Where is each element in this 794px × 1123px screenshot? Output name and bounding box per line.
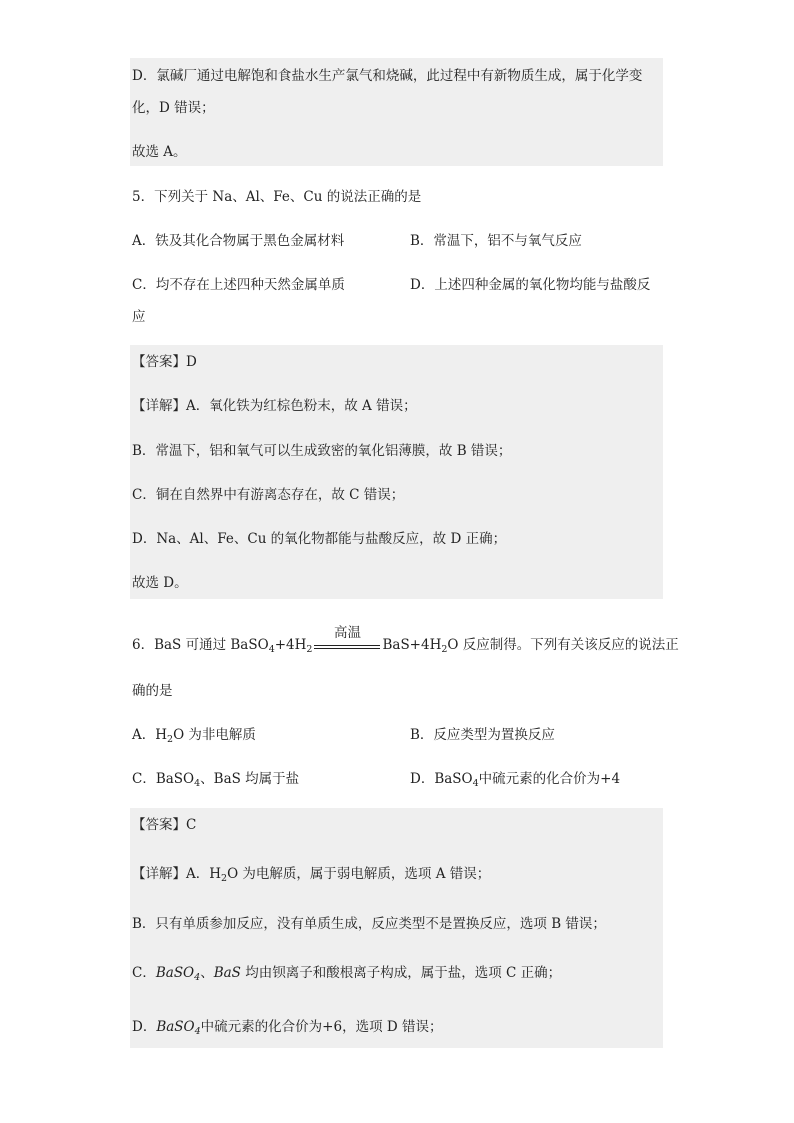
- subscript: 4: [472, 778, 479, 789]
- subscript: 2: [221, 873, 228, 884]
- reaction-condition: 高温: [333, 625, 361, 641]
- q6-explanation-a-pre: 【详解】A．: [132, 866, 210, 882]
- q4-option-d-line1: D．氯碱厂通过电解饱和食盐水生产氯气和烧碱，此过程中有新物质生成，属于化学变: [132, 68, 643, 84]
- q5-explanation-c: C．铜在自然界中有游离态存在，故 C 错误；: [132, 487, 405, 503]
- q6-option-c: [132, 769, 299, 794]
- q6-explanation-c: [132, 963, 561, 988]
- q5-option-d: D．上述四种金属的氧化物均能与盐酸反: [410, 277, 651, 293]
- subscript: 4: [194, 972, 201, 983]
- q6-stem-post1: BaS+4H: [382, 637, 442, 653]
- q5-conclusion: 故选 D。: [132, 575, 188, 591]
- q6-option-b: B．反应类型为置换反应: [410, 727, 555, 743]
- q6-option-a: [132, 725, 256, 750]
- q5-explanation-b: B．常温下，铝和氧气可以生成致密的氧化铝薄膜，故 B 错误；: [132, 443, 512, 459]
- q5-answer: 【答案】D: [132, 354, 197, 370]
- q6-answer: 【答案】C: [132, 817, 197, 833]
- q5-explanation-d: D．Na、Al、Fe、Cu 的氧化物都能与盐酸反应，故 D 正确；: [132, 531, 507, 547]
- q6-stem-line2: 确的是: [132, 683, 173, 699]
- q6-option-d: [410, 769, 620, 794]
- q6-explanation-a-post: O 为电解质，属于弱电解质，选项 A 错误；: [227, 866, 491, 882]
- q6-option-c-post: 、BaS 均属于盐: [200, 771, 300, 787]
- equals-bar-bottom: [314, 648, 380, 649]
- q6-explanation-d-pre: D．: [132, 1019, 157, 1035]
- q5-explanation-bg: [130, 345, 663, 599]
- q6-option-c-pre: C．BaSO: [132, 771, 195, 787]
- subscript: 2: [306, 644, 313, 655]
- q4-conclusion: 故选 A。: [132, 144, 187, 160]
- q5-option-b: B．常温下，铝不与氧气反应: [410, 233, 582, 249]
- q4-option-d-line2: 化，D 错误；: [132, 100, 215, 116]
- subscript: 4: [194, 1026, 201, 1037]
- q6-stem-post2: O 反应制得。下列有关该反应的说法正: [447, 637, 679, 653]
- q6-option-d-post: 中硫元素的化合价为+4: [478, 771, 621, 787]
- formula-bas: BaS: [213, 965, 241, 981]
- q6-explanation-b: B．只有单质参加反应，没有单质生成，反应类型不是置换反应，选项 B 错误；: [132, 916, 606, 932]
- separator: 、: [200, 965, 214, 981]
- reaction-condition-arrow: [312, 625, 382, 655]
- q5-option-d-cont: 应: [132, 309, 146, 325]
- q6-stem-pre: 6．BaS 可通过 BaSO: [132, 637, 269, 653]
- q6-stem-mid: +4H: [274, 637, 307, 653]
- q5-stem: 5．下列关于 Na、Al、Fe、Cu 的说法正确的是: [132, 189, 422, 205]
- q5-explanation-a: 【详解】A．氧化铁为红棕色粉末，故 A 错误；: [132, 398, 417, 414]
- q6-option-a-post: O 为非电解质: [173, 727, 256, 743]
- formula-baso: BaSO: [156, 1019, 195, 1035]
- q6-stem: [132, 625, 679, 660]
- equals-bar-top: [314, 645, 380, 646]
- q6-option-a-pre: A．H: [132, 727, 168, 743]
- subscript: 4: [194, 778, 201, 789]
- q6-explanation-a: [132, 864, 490, 889]
- q5-option-c: C．均不存在上述四种天然金属单质: [132, 277, 345, 293]
- subscript: 2: [167, 734, 174, 745]
- subscript: 2: [441, 644, 448, 655]
- subscript: 4: [268, 644, 275, 655]
- formula-h: H: [209, 866, 222, 882]
- formula-baso: BaSO: [155, 965, 195, 981]
- q6-option-d-pre: D．BaSO: [410, 771, 473, 787]
- q5-option-a: A．铁及其化合物属于黑色金属材料: [132, 233, 345, 249]
- q6-explanation-c-pre: C．: [132, 965, 156, 981]
- q6-explanation-d-post: 中硫元素的化合价为+6，选项 D 错误；: [200, 1019, 443, 1035]
- q6-explanation-c-post: 均由钡离子和酸根离子构成，属于盐，选项 C 正确；: [240, 965, 562, 981]
- q6-explanation-d: [132, 1017, 442, 1042]
